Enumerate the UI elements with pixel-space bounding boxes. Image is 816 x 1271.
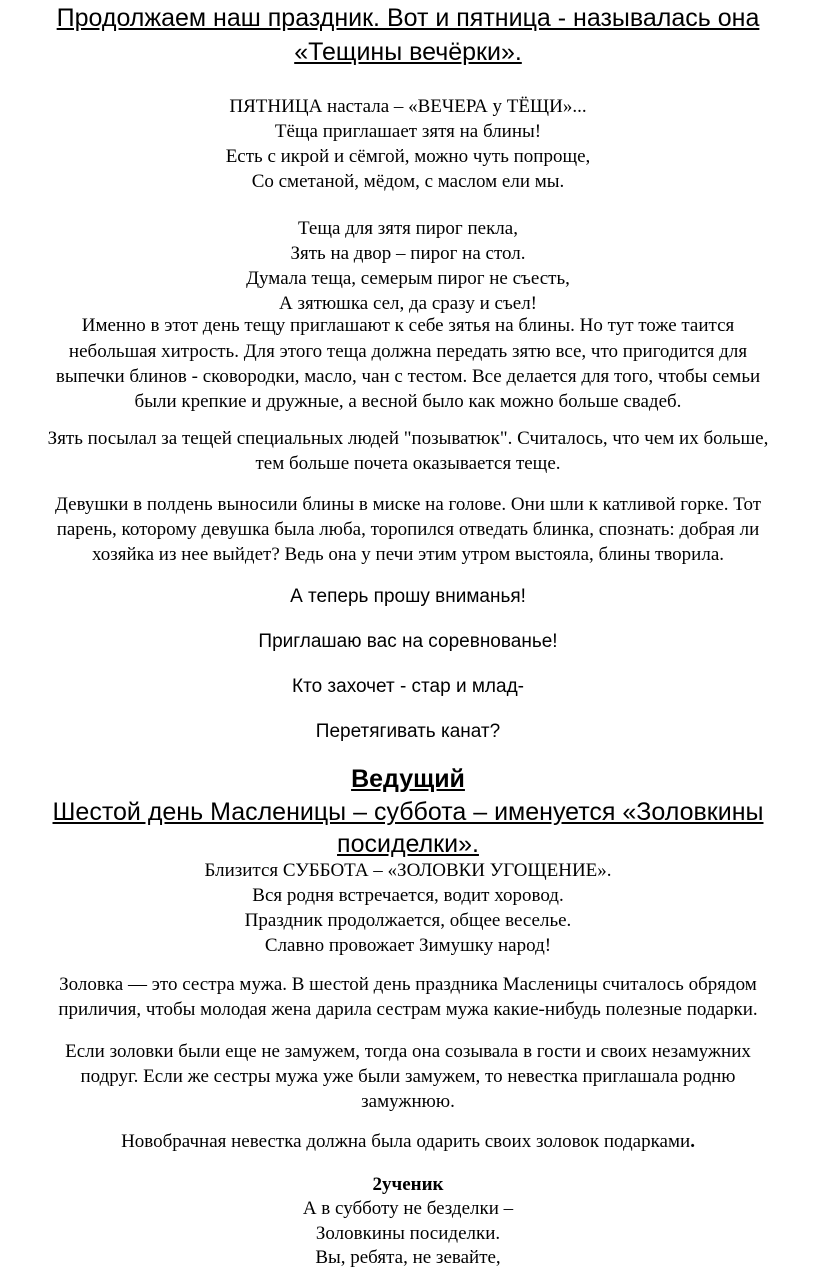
friday-paragraph-line: Именно в этот день тещу приглашают к себе зятья на блины. Но тут тоже таится: [81, 315, 735, 336]
bride-paragraph: [0, 1131, 816, 1153]
saturday-poem-line: Вся родня встречается, водит хоровод.: [252, 885, 564, 906]
friday-poem-line: Тёща приглашает зятя на блины!: [274, 121, 542, 142]
pie-poem-line: А зятюшка сел, да сразу и съел!: [278, 293, 538, 314]
contest-verse: Кто захочет - стар и млад-: [292, 676, 524, 697]
bride-paragraph-text: Новобрачная невестка должна была одарить своих золовок подарками: [121, 1131, 691, 1152]
contest-verse: А теперь прошу вниманья!: [290, 586, 526, 607]
heralds-paragraph-line: Зять посылал за тещей специальных людей "позыватюк". Считалось, что чем их больше,: [47, 428, 769, 449]
friday-poem-line: Есть с икрой и сёмгой, можно чуть попроще,: [225, 146, 591, 167]
girls-paragraph-line: хозяйка из нее выйдет? Ведь она у печи этим утром выстояла, блины творила.: [91, 544, 725, 565]
student-poem-line: Вы, ребята, не зевайте,: [315, 1247, 501, 1268]
contest-verse: Приглашаю вас на соревнованье!: [258, 631, 558, 652]
bride-paragraph-end: .: [690, 1131, 695, 1152]
unmarried-paragraph-line: Если золовки были еще не замужем, тогда она созывала в гости и своих незамужних: [65, 1041, 751, 1062]
saturday-poem-line: Славно провожает Зимушку народ!: [264, 935, 552, 956]
student-label: 2ученик: [372, 1174, 444, 1195]
unmarried-paragraph-line: замужнюю.: [361, 1091, 455, 1112]
saturday-poem-line: Близится СУББОТА – «ЗОЛОВКИ УГОЩЕНИЕ».: [204, 860, 612, 881]
girls-paragraph-line: парень, которому девушка была люба, торопился отведать блинка, спознать: добрая ли: [56, 519, 760, 540]
saturday-poem-line: Праздник продолжается, общее веселье.: [244, 910, 572, 931]
friday-paragraph-line: выпечки блинов - сковородки, масло, чан с тестом. Все делается для того, чтобы семьи: [55, 366, 761, 387]
host-label: Ведущий: [351, 765, 465, 793]
saturday-title-line-1: Шестой день Масленицы – суббота – именуется «Золовкины: [52, 798, 764, 826]
unmarried-paragraph-line: подруг. Если же сестры мужа уже были замужем, то невестка приглашала родню: [80, 1066, 736, 1087]
friday-poem-line: ПЯТНИЦА настала – «ВЕЧЕРА у ТЁЩИ»...: [229, 96, 587, 117]
title-line-2: «Тещины вечёрки».: [294, 38, 522, 66]
pie-poem-line: Теща для зятя пирог пекла,: [298, 218, 518, 239]
contest-verse: Перетягивать канат?: [315, 721, 501, 742]
saturday-title-line-2: посиделки».: [337, 830, 479, 858]
friday-poem-line: Со сметаной, мёдом, с маслом ели мы.: [251, 171, 565, 192]
sister-paragraph-line: приличия, чтобы молодая жена дарила сестрам мужа какие-нибудь полезные подарки.: [58, 999, 758, 1020]
student-poem-line: А в субботу не безделки –: [302, 1198, 514, 1219]
heralds-paragraph-line: тем больше почета оказывается теще.: [255, 453, 561, 474]
pie-poem-line: Зять на двор – пирог на стол.: [290, 243, 526, 264]
sister-paragraph-line: Золовка — это сестра мужа. В шестой день праздника Масленицы считалось обрядом: [59, 974, 757, 995]
friday-paragraph-line: небольшая хитрость. Для этого теща должна передать зятю все, что пригодится для: [68, 341, 748, 362]
student-poem-line: Золовкины посиделки.: [315, 1223, 501, 1244]
pie-poem-line: Думала теща, семерым пирог не съесть,: [246, 268, 570, 289]
title-line-1: Продолжаем наш праздник. Вот и пятница - называлась она: [56, 4, 760, 32]
friday-paragraph-line: были крепкие и дружные, а весной было как можно больше свадеб.: [134, 391, 682, 412]
girls-paragraph-line: Девушки в полдень выносили блины в миске на голове. Они шли к катливой горке. Тот: [54, 494, 762, 515]
